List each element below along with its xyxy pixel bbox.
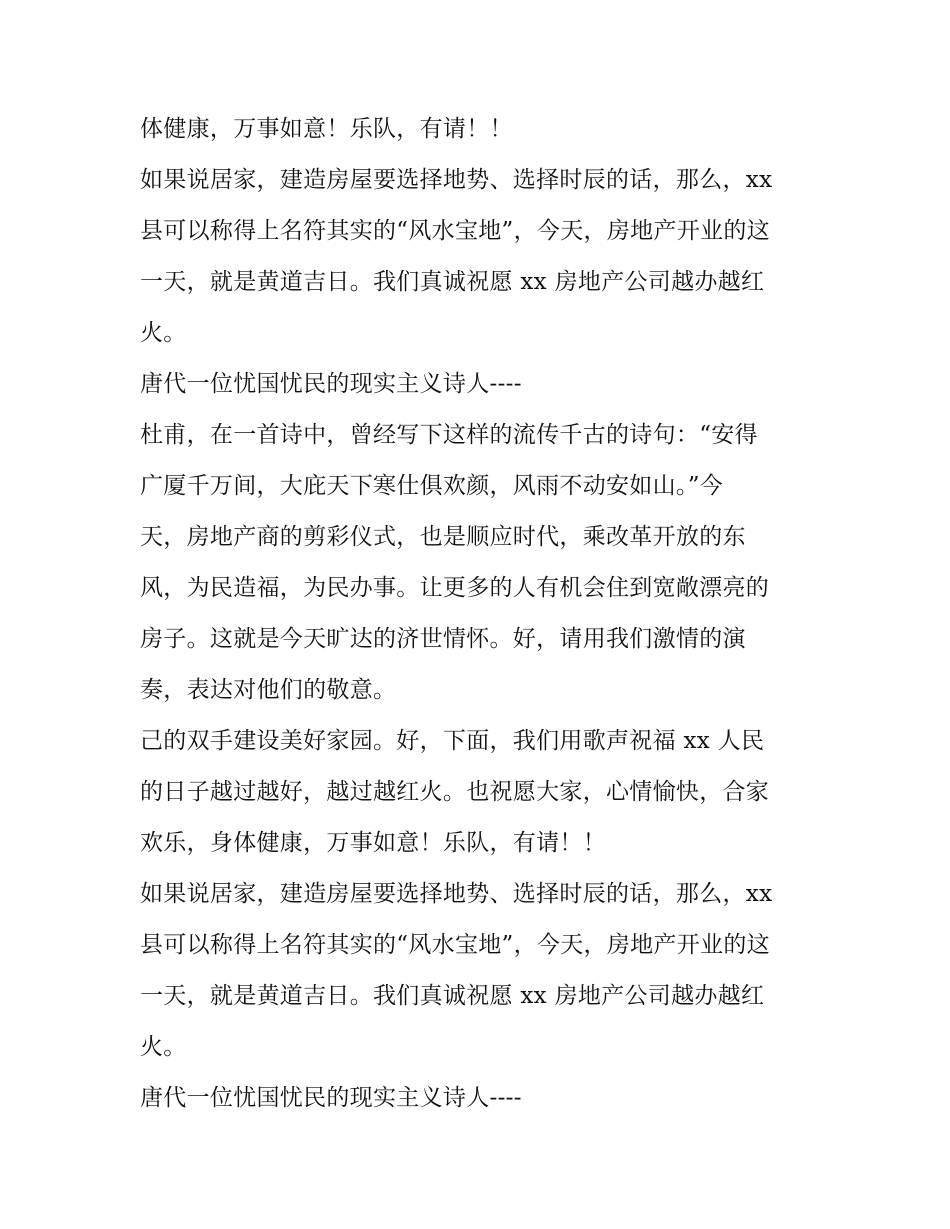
text-line: 体健康，万事如意！乐队，有请！！ — [140, 116, 513, 142]
text-line: 如果说居家，建造房屋要选择地势、选择时辰的话，那么，xx — [140, 167, 773, 193]
text-line: 杜甫，在一首诗中，曾经写下这样的流传千古的诗句：“安得 — [140, 422, 758, 448]
text-line: 如果说居家，建造房屋要选择地势、选择时辰的话，那么，xx — [140, 881, 773, 907]
text-line: 一天，就是黄道吉日。我们真诚祝愿 xx 房地产公司越办越红 — [140, 983, 765, 1009]
text-line: 欢乐，身体健康，万事如意！乐队，有请！！ — [140, 830, 606, 856]
text-line: 唐代一位忧国忧民的现实主义诗人---- — [140, 1085, 522, 1111]
text-line: 唐代一位忧国忧民的现实主义诗人---- — [140, 371, 522, 397]
text-line: 风，为民造福，为民办事。让更多的人有机会住到宽敞漂亮的 — [140, 575, 770, 601]
text-line: 奏，表达对他们的敬意。 — [140, 677, 397, 703]
text-line: 一天，就是黄道吉日。我们真诚祝愿 xx 房地产公司越办越红 — [140, 269, 765, 295]
text-line: 县可以称得上名符其实的“风水宝地”，今天，房地产开业的这 — [140, 218, 770, 244]
document-body — [140, 104, 820, 1124]
text-line: 房子。这就是今天旷达的济世情怀。好，请用我们激情的演 — [140, 626, 746, 652]
text-line: 的日子越过越好，越过越红火。也祝愿大家，心情愉快，合家 — [140, 779, 770, 805]
text-line: 己的双手建设美好家园。好，下面，我们用歌声祝福 xx 人民 — [140, 728, 765, 754]
text-line: 广厦千万间，大庇天下寒仕俱欢颜，风雨不动安如山。”今 — [140, 473, 724, 499]
text-line: 火。 — [140, 320, 187, 346]
text-line: 天，房地产商的剪彩仪式，也是顺应时代，乘改革开放的东 — [140, 524, 746, 550]
text-line: 火。 — [140, 1034, 187, 1060]
text-line: 县可以称得上名符其实的“风水宝地”，今天，房地产开业的这 — [140, 932, 770, 958]
